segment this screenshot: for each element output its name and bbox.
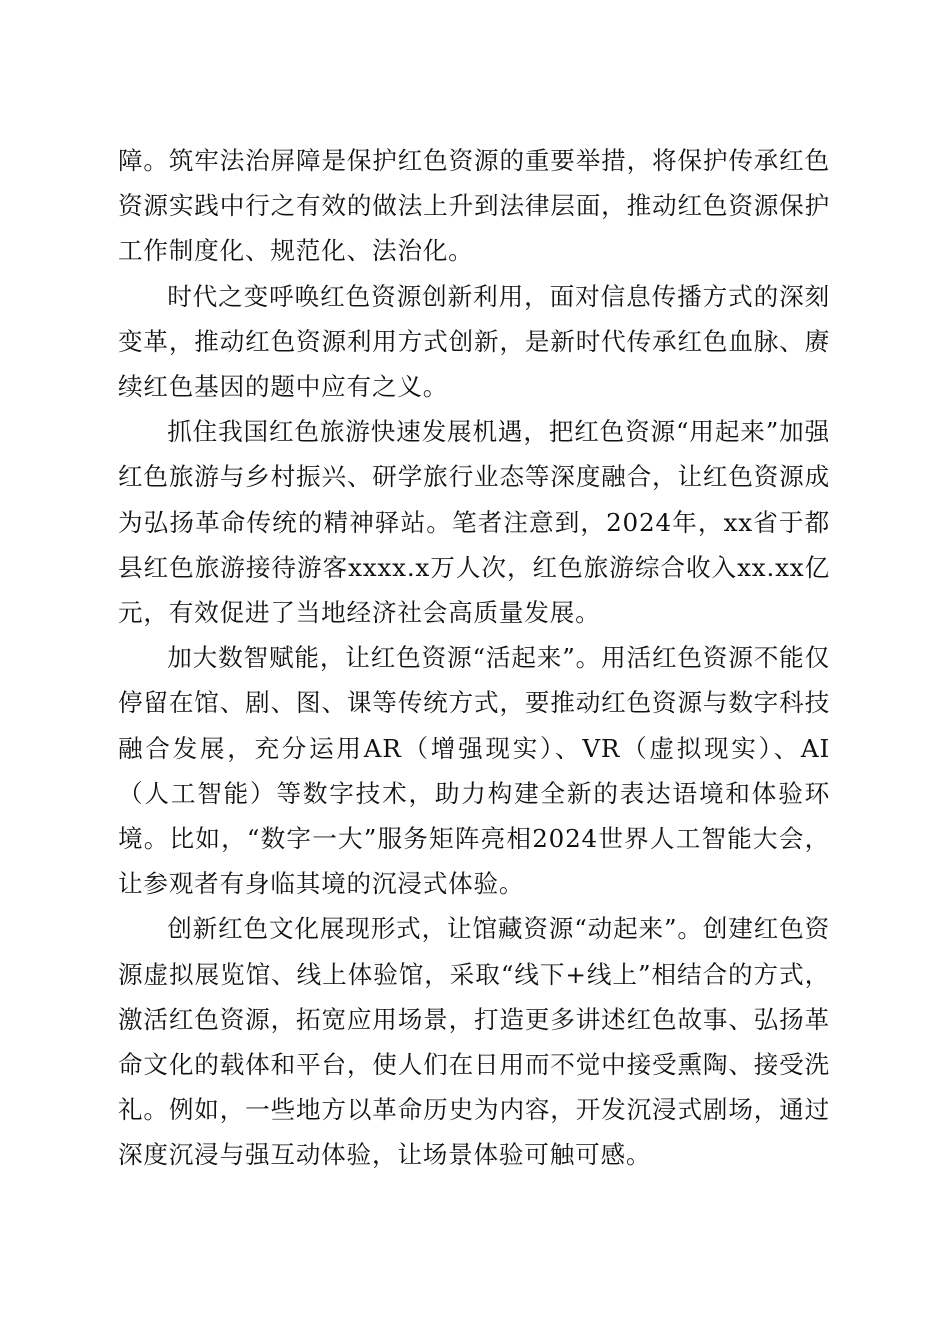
paragraph-5: 创新红色文化展现形式，让馆藏资源“动起来”。创建红色资源虚拟展览馆、线上体验馆，采取“线下+线上”相结合的方式，激活红色资源，拓宽应用场景，打造更多讲述红色故事、弘扬革命文化的载体和平台，使人们在日用而不觉中接受熏陶、接受洗礼。例如，一些地方以革命历史为内容，开发沉浸式剧场，通过深度沉浸与强互动体验，让场景体验可触可感。 xyxy=(118,914,830,1170)
paragraph-1: 障。筑牢法治屏障是保护红色资源的重要举措，将保护传承红色资源实践中行之有效的做法上升到法律层面，推动红色资源保护工作制度化、规范化、法治化。 xyxy=(118,146,830,266)
paragraph-4: 加大数智赋能，让红色资源“活起来”。用活红色资源不能仅停留在馆、剧、图、课等传统方式，要推动红色资源与数字科技融合发展，充分运用AR（增强现实）、VR（虚拟现实）、AI（人工智能）等数字技术，助力构建全新的表达语境和体验环境。比如，“数字一大”服务矩阵亮相2024世界人工智能大会，让参观者有身临其境的沉浸式体验。 xyxy=(118,643,830,899)
document-body xyxy=(118,138,830,1178)
paragraph-3: 抓住我国红色旅游快速发展机遇，把红色资源“用起来”加强红色旅游与乡村振兴、研学旅行业态等深度融合，让红色资源成为弘扬革命传统的精神驿站。笔者注意到，2024年，xx省于都县红色旅游接待游客xxxx.x万人次，红色旅游综合收入xx.xx亿元，有效促进了当地经济社会高质量发展。 xyxy=(118,417,830,628)
paragraph-2: 时代之变呼唤红色资源创新利用，面对信息传播方式的深刻变革，推动红色资源利用方式创新，是新时代传承红色血脉、赓续红色基因的题中应有之义。 xyxy=(118,281,830,402)
